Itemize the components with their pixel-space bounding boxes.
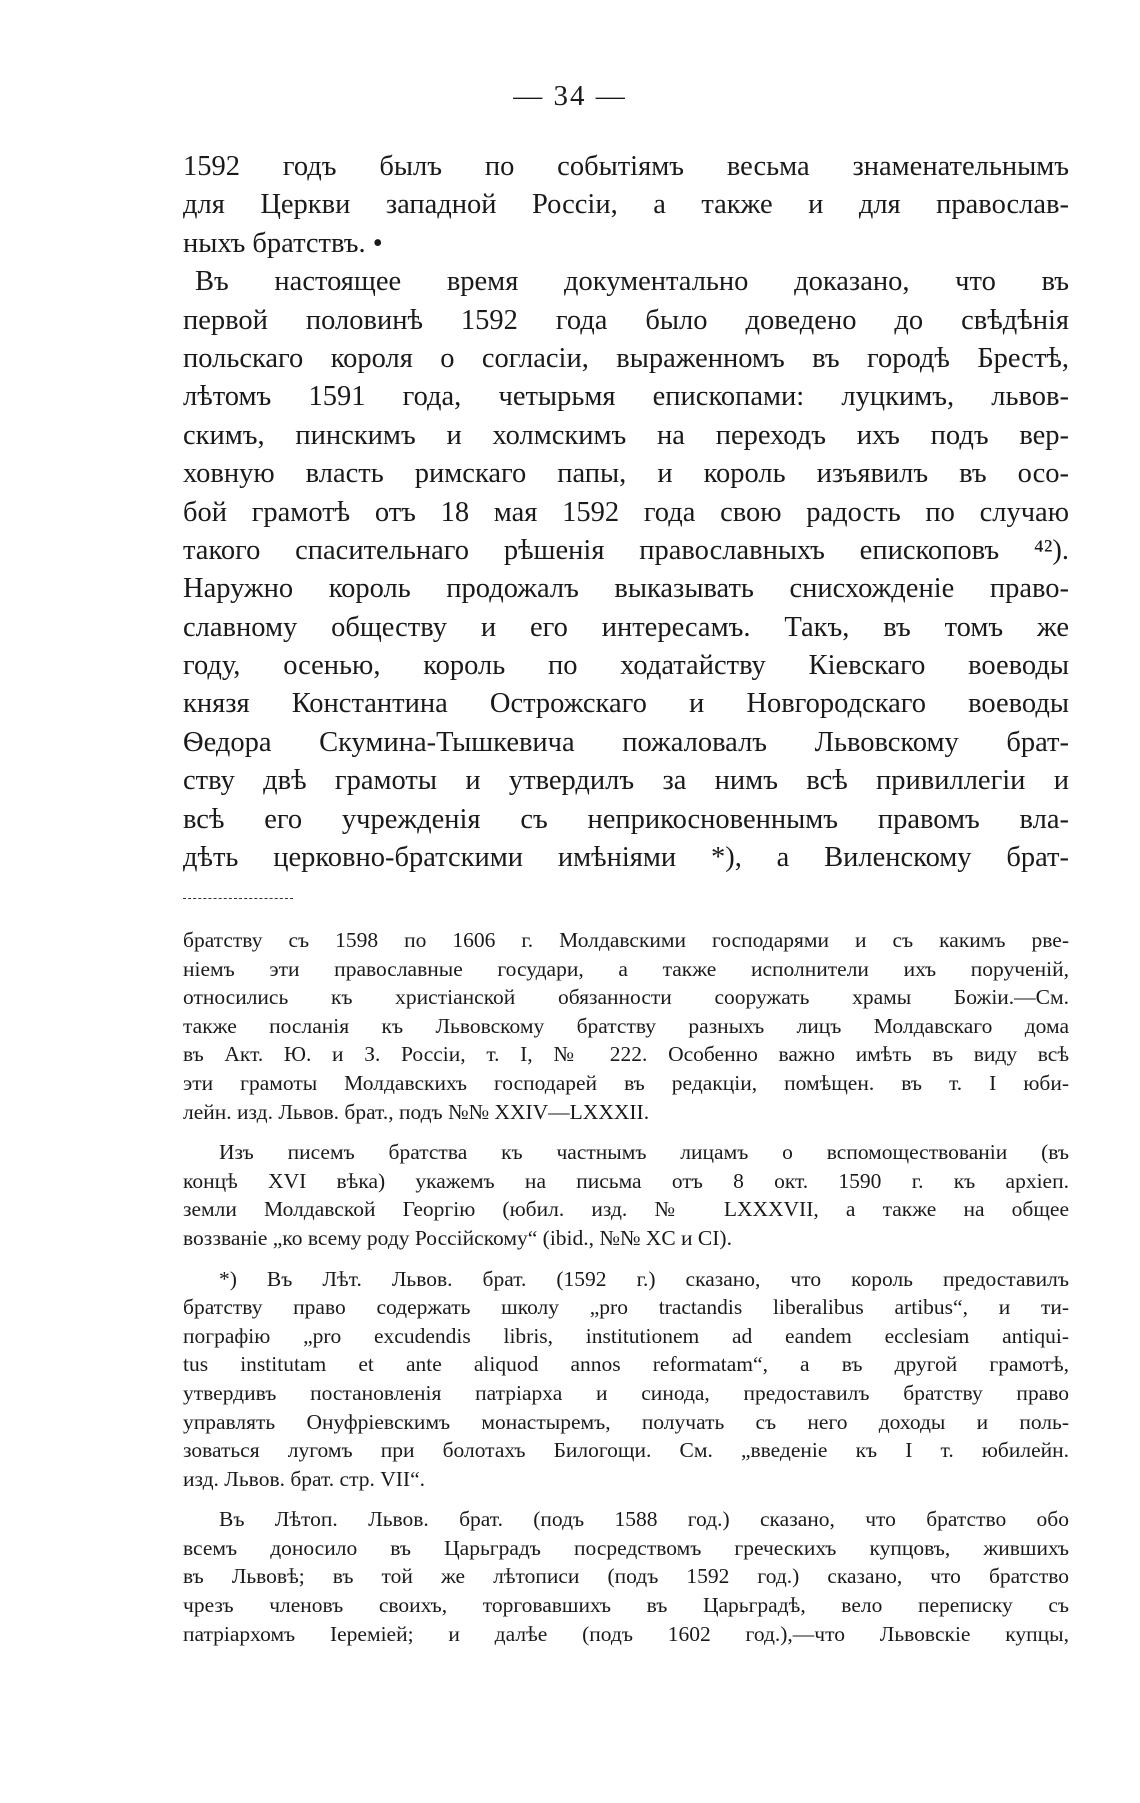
footnote-line: ніемъ эти православные государи, а также исполнители ихъ порученій, — [183, 956, 1069, 981]
page-number: — 34 — — [513, 80, 627, 112]
footnote-line: чрезъ членовъ своихъ, торговавшихъ въ Царьградѣ, вело переписку съ — [183, 1593, 1069, 1618]
footnote-line: управлять Онуфріевскимъ монастыремъ, получать съ него доходы и поль- — [183, 1409, 1069, 1434]
footnote-line: Въ Лѣтоп. Львов. брат. (подъ 1588 год.) сказано, что братство обо — [219, 1507, 1069, 1532]
main-line: лѣтомъ 1591 года, четырьмя епископами: луцкимъ, львов- — [183, 381, 1069, 413]
footnote-line: земли Молдавской Георгію (юбил. изд. № LXXXVII, а также на общее — [183, 1197, 1069, 1222]
main-line: году, осенью, король по ходатайству Кіевскаго воеводы — [183, 650, 1069, 682]
main-line: ству двѣ грамоты и утвердилъ за нимъ всѣ привиллегіи и — [183, 765, 1069, 797]
main-line: всѣ его учрежденія съ неприкосновеннымъ правомъ вла- — [183, 803, 1069, 835]
footnote-line: изд. Львов. брат. стр. VII“. — [183, 1466, 426, 1491]
main-line: князя Константина Острожскаго и Новгородскаго воеводы — [183, 688, 1069, 720]
footnote-line: Изъ писемъ братства къ частнымъ лицамъ о вспомоществованіи (въ — [219, 1140, 1069, 1165]
footnote-line: братству право содержать школу „pro tractandis liberalibus artibus“, и ти- — [183, 1295, 1069, 1320]
footnotes — [183, 926, 1069, 1648]
footnote-line: лейн. изд. Львов. брат., подъ №№ XXIV—LXXXII. — [183, 1099, 650, 1124]
footnote-line: *) Въ Лѣт. Львов. брат. (1592 г.) сказано, что король предоставилъ — [219, 1266, 1069, 1291]
footnote-line: въ Львовѣ; въ той же лѣтописи (подъ 1592 год.) сказано, что братство — [183, 1564, 1069, 1589]
footnote-line: эти грамоты Молдавскихъ господарей въ редакціи, помѣщен. въ т. I юби- — [183, 1070, 1069, 1095]
footnote-line: воззваніе „ко всему роду Россійскому“ (ibid., №№ XC и CI). — [183, 1225, 732, 1250]
main-line: такого спасительнаго рѣшенія православныхъ епископовъ ⁴²). — [183, 534, 1069, 566]
main-line: ховную власть римскаго папы, и король изъявилъ въ осо- — [183, 458, 1069, 490]
footnote-line: tus institutam et ante aliquod annos reformatam“, а въ другой грамотѣ, — [183, 1352, 1069, 1377]
main-line: бой грамотѣ отъ 18 мая 1592 года свою радость по случаю — [183, 496, 1069, 528]
main-line: Наружно король продожалъ выказывать снисхожденіе право- — [183, 573, 1069, 605]
main-line: Въ настоящее время документально доказано, что въ — [195, 266, 1069, 298]
footnote-line: въ Акт. Ю. и З. Россіи, т. I, № 222. Особенно важно имѣть въ виду всѣ — [183, 1042, 1069, 1067]
main-line: Ѳедора Скумина-Тышкевича пожаловалъ Львовскому брат- — [183, 726, 1069, 758]
footnote-line: также посланія къ Львовскому братству разныхъ лицъ Молдавскаго дома — [183, 1013, 1069, 1038]
main-text — [183, 148, 1069, 877]
main-line: дѣть церковно-братскими имѣніями *), а Виленскому брат- — [183, 842, 1069, 874]
footnote-line: пографію „pro excudendis libris, institutionem ad eandem ecclesiam antiqui- — [183, 1323, 1069, 1348]
footnote-line: концѣ XVI вѣка) укажемъ на письма отъ 8 окт. 1590 г. къ архіеп. — [183, 1168, 1069, 1193]
main-line: польскаго короля о согласіи, выраженномъ въ городѣ Брестѣ, — [183, 342, 1069, 374]
footnote-divider — [183, 898, 293, 899]
footnote-line: всемъ доносило въ Царьградъ посредствомъ греческихъ купцовъ, жившихъ — [183, 1535, 1069, 1560]
main-line: первой половинѣ 1592 года было доведено до свѣдѣнія — [183, 304, 1069, 336]
main-line: ныхъ братствъ. • — [183, 227, 383, 259]
footnote-line: патріархомъ Іереміей; и далѣе (подъ 1602 год.),—что Львовскіе купцы, — [183, 1621, 1069, 1646]
footnote-line: относились къ христіанской обязанности сооружать храмы Божіи.—См. — [183, 985, 1069, 1010]
footnote-line: зоваться лугомъ при болотахъ Билогощи. См. „введеніе къ I т. юбилейн. — [183, 1438, 1069, 1463]
main-line: скимъ, пинскимъ и холмскимъ на переходъ ихъ подъ вер- — [183, 419, 1069, 451]
main-line: 1592 годъ былъ по событіямъ весьма знаменательнымъ — [183, 151, 1069, 182]
main-line: славному обществу и его интересамъ. Такъ, въ томъ же — [183, 611, 1069, 643]
main-line: для Церкви западной Россіи, а также и для православ- — [183, 189, 1069, 221]
footnote-line: утвердивъ постановленія патріарха и синода, предоставилъ братству право — [183, 1380, 1069, 1405]
footnote-line: братству съ 1598 по 1606 г. Молдавскими господарями и съ какимъ рве- — [183, 928, 1069, 952]
